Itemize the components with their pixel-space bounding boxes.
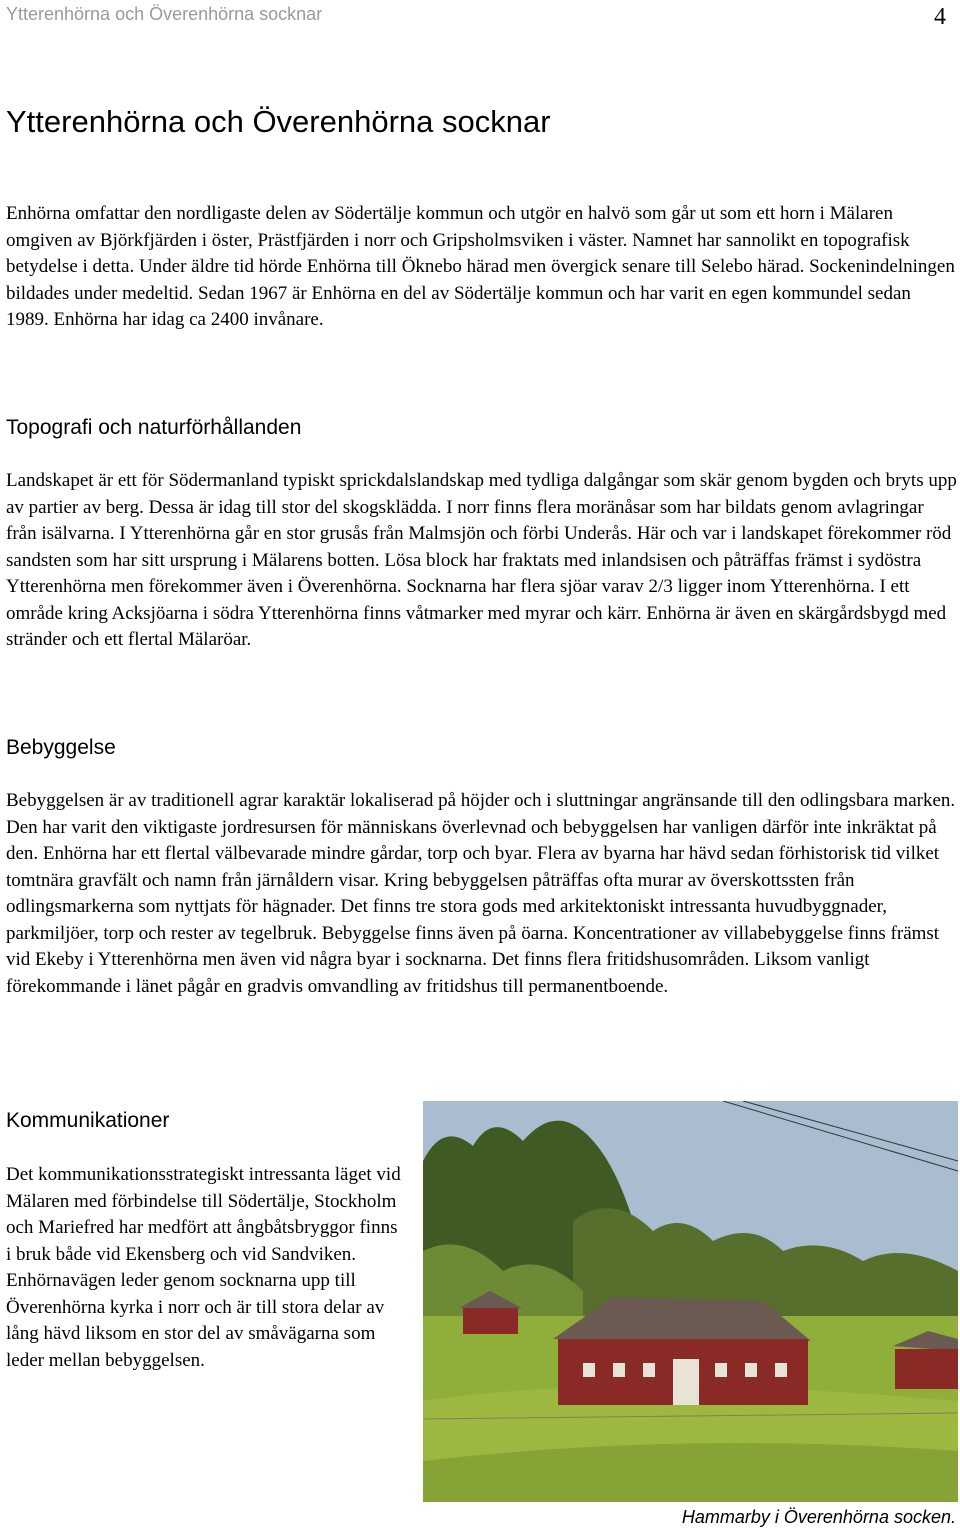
farm-photo-illustration [423,1101,958,1502]
intro-paragraph: Enhörna omfattar den nordligaste delen av Södertälje kommun och utgör en halvö som går ut som ett horn i Mälaren omgiven av Björkfjärden i öster, Prästfjärden i norr och Gripsholmsviken i väster. Namnet har sannolikt en topografisk betydelse i detta. Under äldre tid hörde Enhörna till Öknebo härad men övergick senare till Selebo härad. Sockenindelningen bildades under medeltid. Sedan 1967 är Enhörna en del av Södertälje kommun och har varit en egen kommundel sedan 1989. Enhörna har idag ca 2400 invånare. [6,203,955,330]
section-body-kommunikationer: Det kommunikationsstrategiskt intressanta läget vid Mälaren med förbindelse till Södertälje, Stockholm och Mariefred har medfört att ångbåtsbryggor finns i bruk både vid Ekensberg och vid Sandviken. Enhörnavägen leder genom socknarna upp till Överenhörna kyrka i norr och är till stora delar av lång hävd liksom en stor del av småvägarna som leder mellan bebyggelsen. [6,1164,401,1371]
farm-photo [423,1101,958,1502]
section-body-bebyggelse: Bebyggelsen är av traditionell agrar karaktär lokaliserad på höjder och i sluttningar angränsande till den odlingsbara marken. Den har varit den viktigaste jordresursen för människans överlevnad och bebyggelsen har vanligen därför inte inkräktat på den. Enhörna har ett flertal välbevarade mindre gårdar, torp och byar. Flera av byarna har hävd sedan förhistorisk tid vilket tomtnära gravfält och namn från järnåldern visar. Kring bebyggelsen påträffas ofta murar av överskottssten från odlingsmarkerna som nyttjats för hägnader. Det finns tre stora gods med arkitektoniskt intressanta huvudbyggnader, parkmiljöer, torp och rester av tegelbruk. Bebyggelse finns även på öarna. Koncentrationer av villabebyggelse finns främst vid Ekeby i Ytterenhörna men även vid några byar i socknarna. Det finns flera fritidshusområden. Liksom vanligt förekommande i länet pågår en gradvis omvandling av fritidshus till permanentboende. [6,790,956,997]
running-header: Ytterenhörna och Överenhörna socknar [6,4,323,24]
section-heading-kommunikationer: Kommunikationer [6,1109,170,1132]
section-heading-bebyggelse: Bebyggelse [6,736,116,759]
section-heading-topografi: Topografi och naturförhållanden [6,416,302,439]
section-body-topografi: Landskapet är ett för Södermanland typiskt sprickdalslandskap med tydliga dalgångar som skär genom bygden och bryts upp av partier av berg. Dessa är idag till stor del skogsklädda. I norr finns flera moränåsar som har bildats genom avlagringar från isälvarna. I Ytterenhörna går en stor grusås från Malmsjön och förbi Underås. Här och var i landskapet förekommer röd sandsten som har sitt ursprung i Mälarens botten. Lösa block har fraktats med inlandsisen och påträffas främst i sydöstra Ytterenhörna men förekommer även i Överenhörna. Socknarna har flera sjöar varav 2/3 ligger inom Ytterenhörna. I ett område kring Acksjöarna i södra Ytterenhörna finns våtmarker med myrar och kärr. Enhörna är även en skärgårdsbygd med stränder och ett flertal Mälaröar. [6,470,957,650]
page-title: Ytterenhörna och Överenhörna socknar [6,104,551,139]
figure-caption: Hammarby i Överenhörna socken. [681,1507,956,1527]
page-number: 4 [934,4,946,30]
